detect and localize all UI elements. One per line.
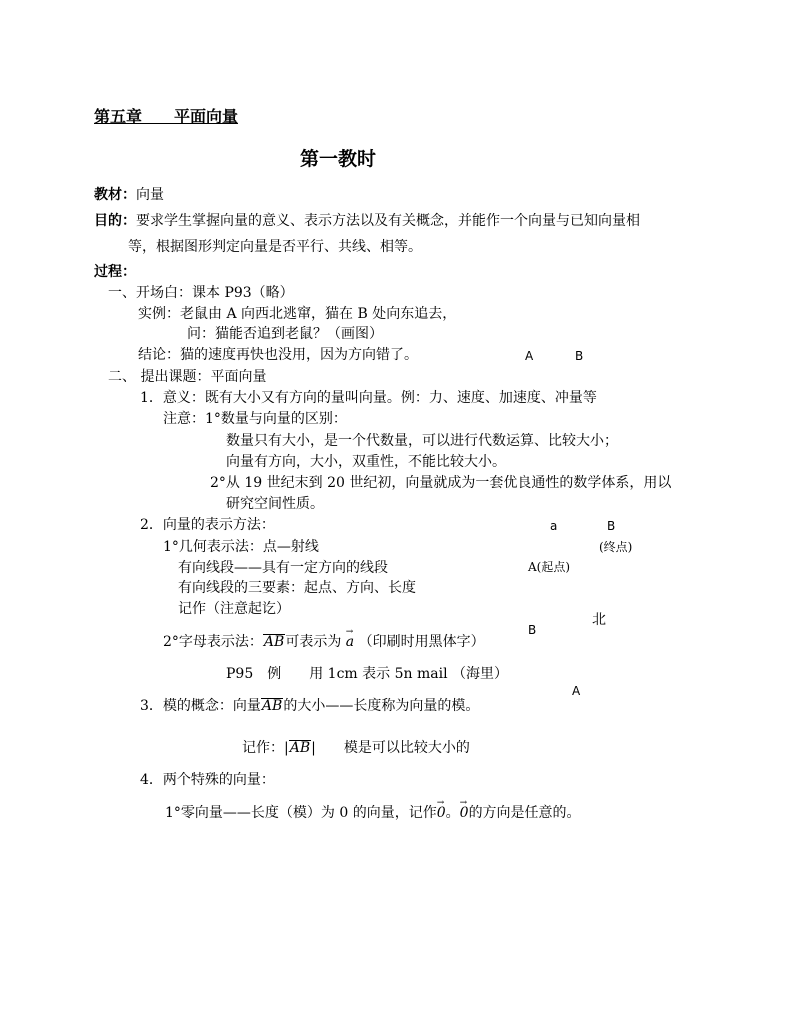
item2-representation: 2．向量的表示方法： [140, 517, 275, 533]
modulus-notation [242, 738, 470, 758]
geo-line-a: 有向线段——具有一定方向的线段 [178, 560, 388, 576]
goal-text-1: 要求学生掌握向量的意义、表示方法以及有关概念，并能作一个向量与已知向量相 [136, 213, 640, 229]
notation-post: | 模是可以比较大小的 [311, 740, 470, 756]
geo-line-b: 有向线段的三要素：起点、方向、长度 [178, 580, 416, 596]
notation-ab: AB [289, 740, 311, 756]
zero-vector [165, 803, 581, 823]
fig-cat-label-b: B [575, 349, 584, 363]
zero-mid: 。 [445, 805, 460, 821]
lesson-title: 第一教时 [300, 148, 377, 170]
part1-example-2: 问：猫能否追到老鼠？（画图） [187, 326, 383, 342]
part2-heading: 二、 提出课题：平面向量 [108, 369, 267, 385]
vector-ab-arrow [532, 633, 584, 677]
note1a: 数量只有大小，是一个代数量，可以进行代数运算、比较大小； [226, 433, 618, 449]
fig-vector-label-start: A(起点) [528, 560, 571, 574]
note1: 注意：1°数量与向量的区别： [163, 411, 347, 427]
goal-line [94, 211, 640, 231]
item4-special: 4．两个特殊的向量： [140, 772, 275, 788]
mouse-arrow [484, 297, 530, 337]
part1-example-1: 实例：老鼠由 A 向西北逃窜，猫在 B 处向东追去， [138, 306, 457, 322]
fig-vector-label-end: (终点) [599, 540, 633, 554]
letter-ab: AB [263, 634, 285, 650]
note2b: 研究空间性质。 [226, 496, 324, 512]
notation-pre: 记作：| [242, 740, 289, 756]
material-line [94, 185, 164, 205]
note1b: 向量有方向，大小，双重性，不能比较大小。 [226, 454, 506, 470]
fig-compass-label-b: B [528, 623, 537, 637]
chapter-title: 第五章 平面向量 [94, 107, 239, 126]
p95-example: P95 例 用 1cm 表示 5n mail （海里） [226, 666, 509, 682]
letter-mid: 可表示为 [285, 634, 342, 650]
item3-modulus [140, 696, 479, 716]
fig-vector-label-a: a [550, 519, 558, 533]
item3-ab: AB [261, 698, 283, 714]
note2: 2°从 19 世纪末到 20 世纪初，向量就成为一套优良通性的数学体系，用以 [210, 475, 672, 491]
letter-pre: 2°字母表示法： [163, 634, 263, 650]
part1-heading: 一、开场白：课本 P93（略） [108, 285, 294, 301]
fig-compass-label-a: A [572, 684, 581, 698]
letter-a: a → [346, 632, 354, 652]
geo-representation: 1°几何表示法：点—射线 [163, 539, 319, 555]
item3-post: 的大小——长度称为向量的模。 [283, 698, 480, 714]
zero-sym-2: 0 → [460, 803, 469, 823]
goal-text-2: 等，根据图形判定向量是否平行、共线、相等。 [128, 239, 422, 255]
zero-sym-1: 0 → [437, 803, 446, 823]
fig-compass-north: 北 [592, 612, 606, 628]
zero-pre: 1°零向量——长度（模）为 0 的向量，记作 [165, 805, 437, 821]
fig-cat-label-a: A [525, 349, 534, 363]
part1-conclusion: 结论：猫的速度再快也没用，因为方向错了。 [138, 347, 418, 363]
process-label: 过程： [94, 264, 136, 280]
item1-meaning: 1．意义：既有大小又有方向的量叫向量。例：力、速度、加速度、冲量等 [140, 390, 597, 406]
zero-post: 的方向是任意的。 [468, 805, 581, 821]
fig-vector-label-b: B [607, 519, 616, 533]
material-label: 教材： [94, 187, 136, 203]
letter-post: （印刷时用黑体字） [358, 634, 485, 650]
item3-pre: 3．模的概念：向量 [140, 698, 261, 714]
vector-a-arrow [534, 515, 606, 553]
geo-line-c: 记作（注意起讫） [178, 601, 290, 617]
material-value: 向量 [136, 187, 164, 203]
goal-label: 目的： [94, 213, 136, 229]
letter-representation [163, 632, 485, 652]
